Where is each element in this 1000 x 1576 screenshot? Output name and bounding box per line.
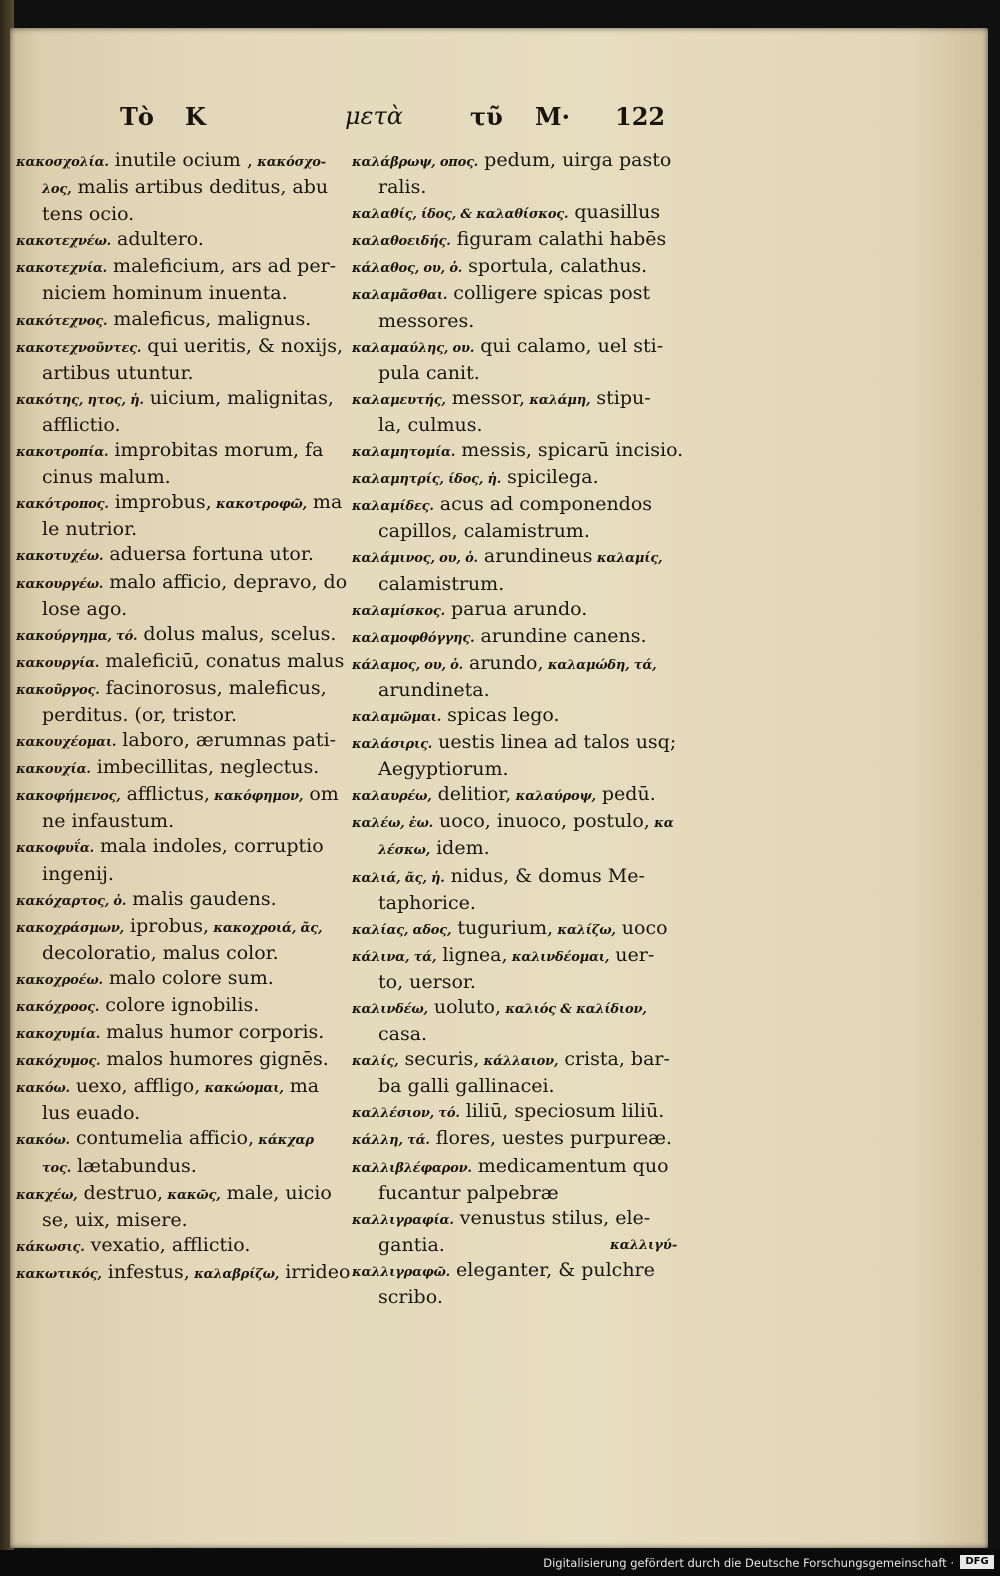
dictionary-line: [16, 755, 351, 782]
greek-headword: κακότεχνος.: [16, 313, 108, 329]
latin-gloss: contumelia afficio,: [69, 1127, 254, 1150]
dictionary-line: [352, 970, 692, 995]
dictionary-line: [16, 1020, 351, 1047]
latin-gloss: malis gaudens.: [126, 887, 277, 910]
dictionary-line: [16, 649, 351, 676]
dictionary-line: [352, 148, 692, 175]
dictionary-line: [352, 492, 692, 519]
greek-headword: καλάσιρις.: [352, 737, 433, 753]
greek-headword: καλαμοφθόγγης.: [352, 630, 475, 646]
dictionary-line: [352, 1099, 692, 1126]
dictionary-line: [352, 1074, 692, 1099]
dictionary-line: [16, 703, 351, 728]
greek-headword: κακοχράσμων,: [16, 920, 124, 936]
latin-gloss: uoluto,: [427, 996, 502, 1018]
dfg-logo: DFG: [960, 1555, 994, 1569]
greek-headword: κακοτεχνέω.: [16, 234, 111, 250]
latin-gloss: mala indoles, corruptio: [93, 835, 324, 858]
greek-headword: κακόχυμος.: [16, 1054, 101, 1070]
dictionary-line: [16, 490, 351, 517]
dictionary-line: [16, 1154, 351, 1181]
latin-gloss: to, uersor.: [378, 970, 476, 993]
greek-headword: κακοτεχνία.: [16, 261, 108, 277]
latin-gloss: irrideo: [279, 1260, 351, 1283]
dictionary-line: [16, 1208, 351, 1233]
latin-gloss: inutile ocium ,: [108, 149, 253, 171]
greek-headword: καλαθοειδής.: [352, 234, 451, 250]
dictionary-line: [16, 1074, 351, 1101]
dictionary-line: [16, 597, 351, 622]
latin-gloss: malo colore sum.: [102, 966, 274, 989]
greek-headword: κακόω.: [16, 1133, 70, 1149]
dictionary-line: [352, 943, 692, 970]
latin-gloss: securis,: [398, 1048, 480, 1071]
latin-gloss: ma: [283, 1075, 320, 1098]
dictionary-line: [352, 916, 692, 943]
latin-gloss: la, culmus.: [378, 413, 483, 436]
greek-headword: καλάμινος, ου, ὁ.: [352, 551, 478, 567]
dictionary-line: [352, 254, 692, 281]
greek-headword: καλλιγραφία.: [352, 1212, 454, 1228]
dictionary-line: [16, 361, 351, 386]
header-word-5: Μ·: [535, 102, 570, 131]
greek-headword: κακουργέω.: [16, 576, 104, 592]
greek-headword: καλαυρέω,: [352, 789, 432, 805]
greek-headword: κακόω.: [16, 1081, 70, 1097]
greek-headword: κακόσχο-: [252, 155, 326, 170]
latin-gloss: sportula, calathus.: [462, 255, 648, 278]
dictionary-line: [352, 413, 692, 438]
greek-headword: καλιά, ᾶς, ἡ.: [352, 870, 445, 886]
greek-headword: κακοχυμία.: [16, 1027, 101, 1043]
greek-headword: κάλλη, τά.: [352, 1133, 430, 1149]
latin-gloss: acus ad componendos: [433, 493, 653, 516]
dictionary-line: [352, 544, 692, 571]
latin-gloss: taphorice.: [378, 891, 476, 914]
dictionary-line: [16, 227, 351, 254]
greek-headword: κακοτροπία.: [16, 445, 109, 461]
greek-headword: κάλαθος, ου, ὁ.: [352, 261, 463, 277]
dictionary-line: [16, 465, 351, 490]
dictionary-line: [352, 891, 692, 916]
latin-gloss: cinus malum.: [42, 466, 171, 489]
greek-headword: καλαμώδη, τά,: [543, 657, 657, 673]
greek-headword: καλινδέω,: [352, 1002, 428, 1017]
dictionary-line: [352, 1022, 692, 1047]
greek-headword: κακοτροφῶ,: [211, 497, 307, 513]
latin-gloss: lose ago.: [42, 597, 128, 620]
greek-headword: κάλαμος, ου, ὁ.: [352, 657, 463, 673]
latin-gloss: medicamentum quo: [471, 1154, 669, 1177]
greek-headword: κακοχροέω.: [16, 972, 103, 988]
dictionary-line: [352, 334, 692, 361]
latin-gloss: vexatio, afflictio.: [84, 1233, 251, 1256]
dictionary-line: [16, 542, 351, 569]
greek-headword: κακοτεχνοῦντες.: [16, 340, 142, 356]
dictionary-line: [352, 1126, 692, 1153]
latin-gloss: pedū.: [595, 783, 656, 806]
greek-headword: κακοσχολία.: [16, 155, 109, 170]
greek-headword: κακότης, ητος, ἡ.: [16, 392, 144, 408]
greek-headword: καλαμίσκος.: [352, 603, 445, 619]
dictionary-line: [16, 782, 351, 809]
greek-headword: κακοφήμενος,: [16, 789, 121, 805]
dictionary-line: [16, 254, 351, 281]
greek-headword: κα: [649, 816, 674, 832]
dictionary-line: [16, 334, 351, 361]
greek-headword: κακωτικός,: [16, 1266, 102, 1282]
greek-headword: καλίας, αδος,: [352, 922, 452, 938]
latin-gloss: adultero.: [111, 228, 204, 251]
latin-gloss: messis, spicarū incisio.: [455, 439, 684, 462]
greek-headword: καλαμητομία.: [352, 445, 456, 461]
header-word-4: τῦ: [470, 102, 503, 131]
dictionary-line: [16, 809, 351, 834]
footer-credit: Digitalisierung gefördert durch die Deutsche Forschungsgemeinschaft ·: [543, 1556, 954, 1570]
greek-headword: κάλλαιον,: [479, 1054, 559, 1070]
dictionary-line: [352, 1154, 692, 1181]
latin-gloss: improbitas morum, fa: [108, 439, 324, 462]
dictionary-line: [352, 864, 692, 891]
dictionary-line: [352, 227, 692, 254]
latin-gloss: venustus stilus, ele-: [453, 1206, 651, 1229]
dictionary-line: [16, 386, 351, 413]
latin-gloss: male, uicio: [220, 1181, 332, 1204]
latin-gloss: quasillus: [568, 201, 661, 224]
latin-gloss: uoco, inuoco, postulo,: [433, 810, 650, 833]
latin-gloss: spicas lego.: [441, 703, 560, 726]
header-word-1: Τὸ: [120, 102, 154, 131]
latin-gloss: afflictio.: [42, 413, 121, 436]
latin-gloss: uer-: [609, 943, 655, 966]
latin-gloss: parua arundo.: [444, 597, 588, 620]
latin-gloss: delitior,: [431, 783, 512, 806]
latin-gloss: uexo, affligo,: [69, 1075, 201, 1098]
latin-gloss: maleficium, ars ad per-: [107, 255, 337, 278]
dictionary-line: [352, 730, 692, 757]
book-page: [10, 28, 988, 1548]
dictionary-line: [352, 782, 692, 809]
latin-gloss: destruo,: [77, 1181, 164, 1204]
dictionary-line: [352, 1047, 692, 1074]
greek-headword: λέσκω,: [378, 843, 431, 859]
greek-headword: κακότροπος.: [16, 497, 109, 513]
dictionary-line: [16, 941, 351, 966]
dictionary-line: [352, 200, 692, 227]
greek-headword: καλίς,: [352, 1054, 399, 1070]
latin-gloss: le nutrior.: [42, 518, 138, 541]
latin-gloss: lignea,: [436, 943, 508, 966]
greek-headword: καλίζω,: [553, 922, 616, 938]
dictionary-line: [16, 887, 351, 914]
greek-headword: καλαύροψ,: [511, 789, 596, 805]
latin-gloss: nidus, & domus Me-: [444, 864, 645, 887]
latin-gloss: Aegyptiorum.: [378, 758, 509, 781]
latin-gloss: malis artibus deditus, abu: [71, 176, 329, 199]
latin-gloss: ingenij.: [42, 862, 114, 885]
latin-gloss: om: [303, 783, 339, 806]
latin-gloss: spicilega.: [501, 466, 599, 489]
latin-gloss: pula canit.: [378, 361, 480, 384]
greek-headword: κακοῦργος.: [16, 682, 100, 698]
latin-gloss: arundineus: [477, 545, 593, 568]
dictionary-line: [16, 517, 351, 542]
dictionary-line: [352, 438, 692, 465]
greek-headword: καλέω, ἐω.: [352, 816, 434, 832]
latin-gloss: ma: [306, 491, 343, 514]
dictionary-line: [16, 834, 351, 861]
dictionary-line: [352, 281, 692, 308]
latin-gloss: facinorosus, maleficus,: [99, 676, 327, 699]
greek-headword: κακουργία.: [16, 655, 100, 671]
greek-headword: καλαμῶμαι.: [352, 709, 442, 725]
latin-gloss: eleganter, & pulchre: [449, 1258, 655, 1281]
dictionary-line: [352, 651, 692, 678]
greek-headword: κάκχαρ: [253, 1133, 314, 1149]
dictionary-line: [16, 438, 351, 465]
greek-headword: καλαθίς, ίδος, &: [352, 207, 472, 223]
greek-headword: κακοτυχέω.: [16, 549, 104, 565]
dictionary-line: [16, 202, 351, 227]
latin-gloss: iprobus,: [124, 914, 209, 937]
greek-headword: καλινδέομαι,: [507, 949, 610, 965]
greek-headword: λος,: [42, 182, 72, 198]
latin-gloss: artibus utuntur.: [42, 361, 194, 384]
latin-gloss: niciem hominum inuenta.: [42, 282, 288, 305]
latin-gloss: lætabundus.: [71, 1154, 197, 1177]
latin-gloss: qui calamo, uel sti-: [474, 334, 664, 357]
latin-gloss: ba galli gallinacei.: [378, 1075, 555, 1098]
latin-gloss: decoloratio, malus color.: [42, 941, 279, 964]
dictionary-line: [16, 148, 351, 175]
dictionary-line: [352, 519, 692, 544]
dictionary-line: [16, 307, 351, 334]
latin-gloss: messores.: [378, 309, 475, 332]
greek-headword: τος.: [42, 1160, 72, 1176]
greek-headword: καλαμίδες.: [352, 499, 434, 515]
greek-headword: κάκωσις.: [16, 1239, 85, 1255]
dictionary-line: [16, 1047, 351, 1074]
dictionary-line: [352, 757, 692, 782]
latin-gloss: arundine canens.: [474, 624, 647, 647]
greek-headword: κακοφυΐα.: [16, 841, 94, 857]
dictionary-line: [16, 1233, 351, 1260]
latin-gloss: liliū, speciosum liliū.: [459, 1100, 665, 1123]
latin-gloss: ralis.: [378, 176, 427, 199]
greek-headword: καλλιγραφῶ.: [352, 1264, 450, 1280]
latin-gloss: stipu-: [590, 386, 651, 409]
header-word-3: μετὰ: [345, 102, 403, 130]
greek-headword: καλλιβλέφαρον.: [352, 1160, 472, 1176]
latin-gloss: idem.: [430, 837, 490, 860]
dictionary-line: [352, 361, 692, 386]
latin-gloss: arundineta.: [378, 678, 490, 701]
greek-headword: κακόφημον,: [209, 789, 304, 805]
dictionary-line: [352, 809, 692, 836]
latin-gloss: colligere spicas post: [447, 282, 651, 305]
latin-gloss: arundo,: [462, 651, 544, 674]
latin-gloss: maleficus, malignus.: [107, 307, 312, 330]
running-header: [10, 102, 988, 150]
dictionary-line: [352, 678, 692, 703]
latin-gloss: infestus,: [101, 1260, 190, 1283]
dictionary-line: [16, 862, 351, 887]
latin-gloss: tens ocio.: [42, 203, 135, 226]
greek-headword: κακώομαι,: [200, 1081, 284, 1097]
greek-headword: καλαμίς,: [592, 551, 663, 567]
dictionary-line: [16, 622, 351, 649]
dictionary-line: [16, 1260, 351, 1287]
greek-headword: κακουχία.: [16, 762, 91, 778]
latin-gloss: improbus,: [108, 491, 212, 514]
latin-gloss: imbecillitas, neglectus.: [90, 756, 320, 779]
latin-gloss: malos humores gignēs.: [100, 1048, 329, 1071]
latin-gloss: capillos, calamistrum.: [378, 520, 590, 543]
dictionary-line: [16, 966, 351, 993]
dictionary-line: [352, 465, 692, 492]
dictionary-line: [16, 175, 351, 202]
latin-gloss: calamistrum.: [378, 572, 505, 595]
greek-headword: κακουχέομαι.: [16, 735, 117, 751]
greek-headword: κακῶς,: [163, 1187, 221, 1203]
dictionary-line: [16, 570, 351, 597]
catchword: καλλιγύ-: [610, 1238, 678, 1253]
greek-headword: κάλινα, τά,: [352, 949, 437, 965]
greek-headword: καλαθίσκος.: [471, 207, 569, 223]
dictionary-line: [352, 175, 692, 200]
latin-gloss: lus euado.: [42, 1102, 141, 1125]
latin-gloss: fucantur palpebræ: [378, 1181, 559, 1204]
latin-gloss: crista, bar-: [558, 1048, 670, 1071]
greek-headword: καλιός & καλίδιον,: [501, 1002, 647, 1017]
greek-headword: καλάβρωψ, οπος.: [352, 155, 479, 170]
greek-headword: καλάμη,: [525, 392, 591, 408]
dictionary-line: [352, 309, 692, 334]
right-column: [352, 148, 692, 1310]
latin-gloss: malo afficio, depravo, do: [103, 570, 348, 593]
latin-gloss: perditus. (or, tristor.: [42, 703, 238, 726]
dictionary-line: [352, 703, 692, 730]
greek-headword: καλαμᾶσθαι.: [352, 288, 448, 304]
dictionary-line: [352, 386, 692, 413]
latin-gloss: uicium, malignitas,: [143, 386, 334, 409]
greek-headword: καλαμαύλης, ου.: [352, 340, 475, 356]
latin-gloss: qui ueritis, & noxijs,: [141, 334, 344, 357]
latin-gloss: flores, uestes purpureæ.: [429, 1127, 673, 1150]
dictionary-line: [352, 624, 692, 651]
dictionary-line: [16, 993, 351, 1020]
latin-gloss: aduersa fortuna utor.: [103, 543, 314, 566]
dictionary-line: [352, 836, 692, 863]
left-column: [16, 148, 351, 1287]
latin-gloss: scribo.: [378, 1286, 443, 1309]
latin-gloss: gantia.: [378, 1233, 445, 1256]
latin-gloss: se, uix, misere.: [42, 1208, 188, 1231]
latin-gloss: casa.: [378, 1023, 428, 1046]
dictionary-line: [352, 995, 692, 1022]
dictionary-line: [16, 914, 351, 941]
latin-gloss: ne infaustum.: [42, 810, 175, 833]
header-word-2: Κ: [185, 102, 206, 131]
page-number: 122: [615, 102, 666, 131]
latin-gloss: malus humor corporis.: [100, 1021, 325, 1044]
dictionary-line: [352, 1258, 692, 1285]
latin-gloss: tugurium,: [451, 916, 554, 939]
latin-gloss: dolus malus, scelus.: [137, 622, 337, 645]
dictionary-line: [352, 1181, 692, 1206]
latin-gloss: uestis linea ad talos usq;: [432, 731, 677, 754]
dictionary-line: [352, 1206, 692, 1233]
latin-gloss: afflictus,: [120, 783, 210, 806]
greek-headword: καλαμευτής,: [352, 392, 446, 408]
greek-headword: κακχέω,: [16, 1187, 78, 1203]
greek-headword: κακούργημα, τό.: [16, 628, 138, 644]
greek-headword: κακοχροιά, ᾶς,: [209, 920, 323, 936]
latin-gloss: uoco: [615, 916, 668, 939]
latin-gloss: maleficiū, conatus malus: [99, 649, 345, 672]
greek-headword: κακόχροος.: [16, 1000, 100, 1015]
dictionary-line: [16, 1181, 351, 1208]
latin-gloss: messor,: [445, 386, 526, 409]
dictionary-line: [352, 1285, 692, 1310]
dictionary-line: [352, 572, 692, 597]
footer-bar: [0, 1550, 1000, 1576]
latin-gloss: figuram calathi habēs: [450, 228, 667, 251]
latin-gloss: colore ignobilis.: [99, 994, 260, 1016]
dictionary-line: [16, 413, 351, 438]
greek-headword: καλαμητρίς, ίδος, ἡ.: [352, 472, 502, 488]
greek-headword: καλαβρίζω,: [189, 1266, 280, 1282]
dictionary-line: [16, 281, 351, 306]
dictionary-line: [16, 1101, 351, 1126]
greek-headword: καλλέσιον, τό.: [352, 1106, 460, 1122]
latin-gloss: pedum, uirga pasto: [478, 149, 672, 171]
dictionary-line: [16, 676, 351, 703]
latin-gloss: laboro, ærumnas pati-: [116, 729, 337, 752]
greek-headword: κακόχαρτος, ὁ.: [16, 893, 127, 909]
dictionary-line: [16, 728, 351, 755]
dictionary-line: [352, 597, 692, 624]
dictionary-line: [16, 1126, 351, 1153]
